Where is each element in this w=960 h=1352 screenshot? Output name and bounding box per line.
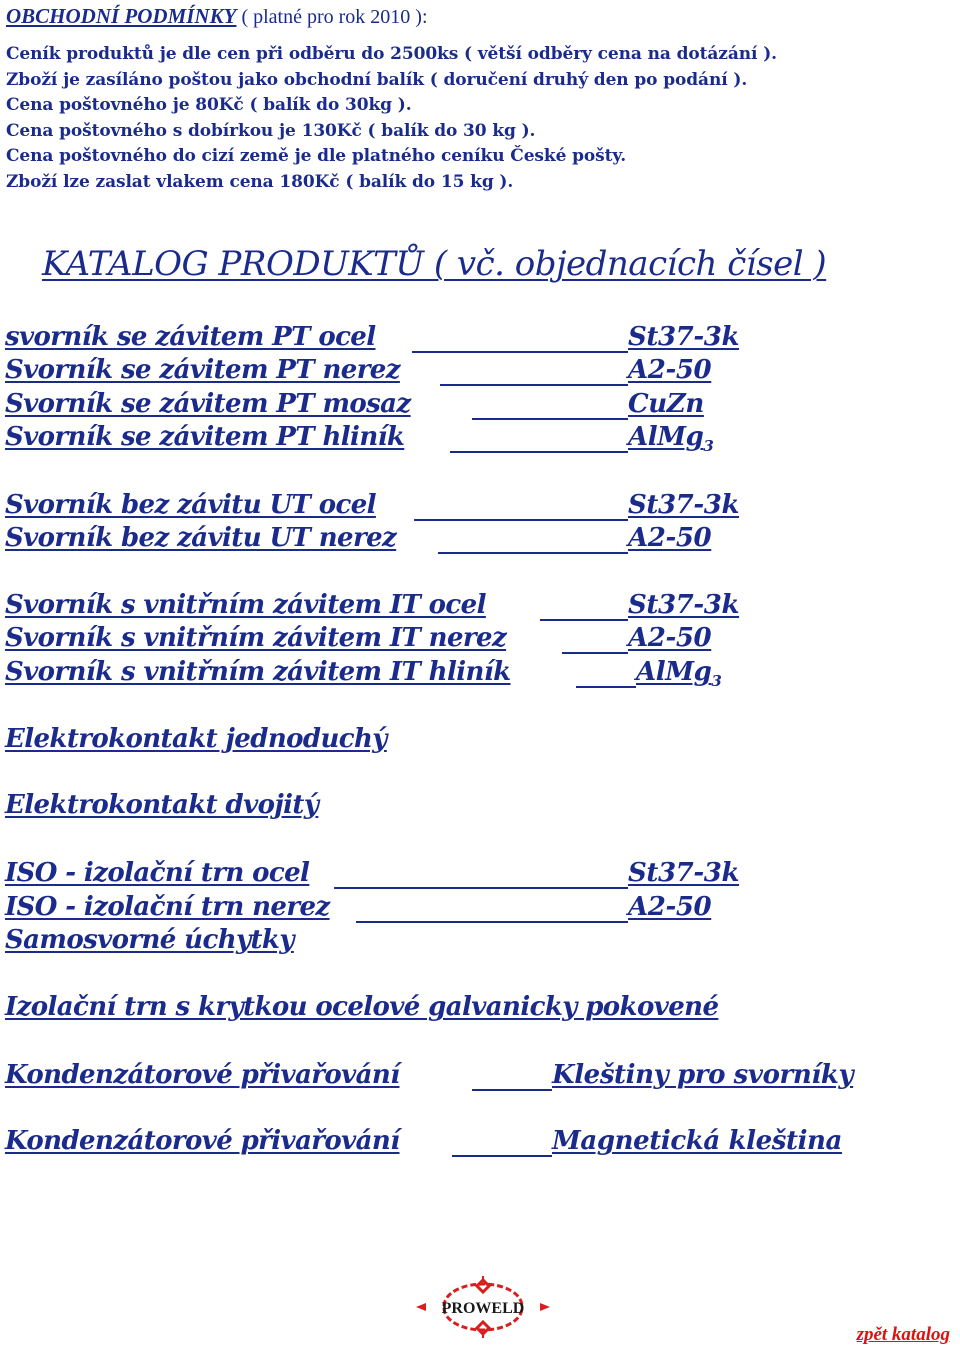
page-title [6,4,428,29]
catalog-item-name[interactable]: ISO - izolační trn nerez [5,892,330,922]
leader-line [414,519,628,521]
terms-item: Cena poštovného s dobírkou je 130Kč ( balík do 30 kg ). [6,120,536,141]
leader-line [450,451,628,453]
catalog-item-name[interactable]: Kondenzátorové přivařování [5,1126,400,1156]
catalog-item-code: St37-3k [628,858,740,888]
leader-line [356,921,628,923]
leader-line [472,1089,552,1091]
proweld-logo-icon [408,1276,558,1338]
conditions-title: OBCHODNÍ PODMÍNKY [6,4,237,28]
terms-item: Zboží lze zaslat vlakem cena 180Kč ( balík do 15 kg ). [6,171,514,192]
back-to-catalog-link[interactable]: zpět katalog [856,1324,950,1345]
catalog-item-name[interactable]: svorník se závitem PT ocel [5,322,376,352]
catalog-item-name[interactable]: Svorník s vnitřním závitem IT nerez [5,623,507,653]
leader-line [440,384,628,386]
catalog-item-name[interactable]: Kondenzátorové přivařování [5,1060,400,1090]
catalog-heading: KATALOG PRODUKTŮ ( vč. objednacích čísel ) [42,244,827,284]
leader-line [472,418,628,420]
catalog-item-name[interactable]: Izolační trn s krytkou ocelové galvanicky pokovené [5,992,719,1022]
terms-list [6,42,777,195]
leader-line [576,686,636,688]
leader-line [452,1155,552,1157]
catalog-item-name[interactable]: Svorník se závitem PT mosaz [5,389,411,419]
catalog-item-name[interactable]: Svorník s vnitřním závitem IT ocel [5,590,486,620]
catalog-item-name[interactable]: Svorník bez závitu UT nerez [5,523,397,553]
leader-line [412,351,628,353]
catalog-item-name[interactable]: Svorník se závitem PT hliník [5,422,405,452]
catalog-item-name[interactable]: Svorník bez závitu UT ocel [5,490,376,520]
catalog-item-code: A2-50 [628,355,712,385]
catalog-item-code: St37-3k [628,590,740,620]
terms-item: Cena poštovného je 80Kč ( balík do 30kg ). [6,95,412,115]
leader-line [540,619,628,621]
catalog-item-code[interactable]: Kleštiny pro svorníky [552,1060,854,1090]
leader-line [562,652,628,654]
catalog-item-code: AlMg$_3$ [636,657,722,690]
conditions-subtitle: ( platné pro rok 2010 ): [236,6,428,28]
catalog-item-name[interactable]: ISO - izolační trn ocel [5,858,310,888]
leader-line [438,552,628,554]
catalog-item-name[interactable]: Elektrokontakt dvojitý [5,790,319,820]
catalog-item-code[interactable]: Magnetická kleština [552,1126,842,1156]
catalog-item-code: CuZn [628,389,704,419]
terms-item: Ceník produktů je dle cen při odběru do 2500ks ( větší odběry cena na dotázání ). [6,44,777,64]
terms-item: Zboží je zasíláno poštou jako obchodní balík ( doručení druhý den po podání ). [6,69,748,90]
catalog-item-code: A2-50 [628,523,712,553]
catalog-item-name[interactable]: Svorník s vnitřním závitem IT hliník [5,657,511,687]
catalog-item-name[interactable]: Samosvorné úchytky [5,925,294,955]
proweld-logo [408,1276,558,1338]
logo-text: PROWELD [441,1300,525,1317]
catalog-item-code: AlMg$_3$ [628,422,714,455]
catalog-item-code: St37-3k [628,322,740,352]
catalog-item-name[interactable]: Svorník se závitem PT nerez [5,355,400,385]
leader-line [334,887,628,889]
catalog-item-code: St37-3k [628,490,740,520]
catalog-item-code: A2-50 [628,892,712,922]
catalog-item-name[interactable]: Elektrokontakt jednoduchý [5,724,387,754]
terms-item: Cena poštovného do cizí země je dle platného ceníku České pošty. [6,146,627,166]
catalog-item-code: A2-50 [628,623,712,653]
